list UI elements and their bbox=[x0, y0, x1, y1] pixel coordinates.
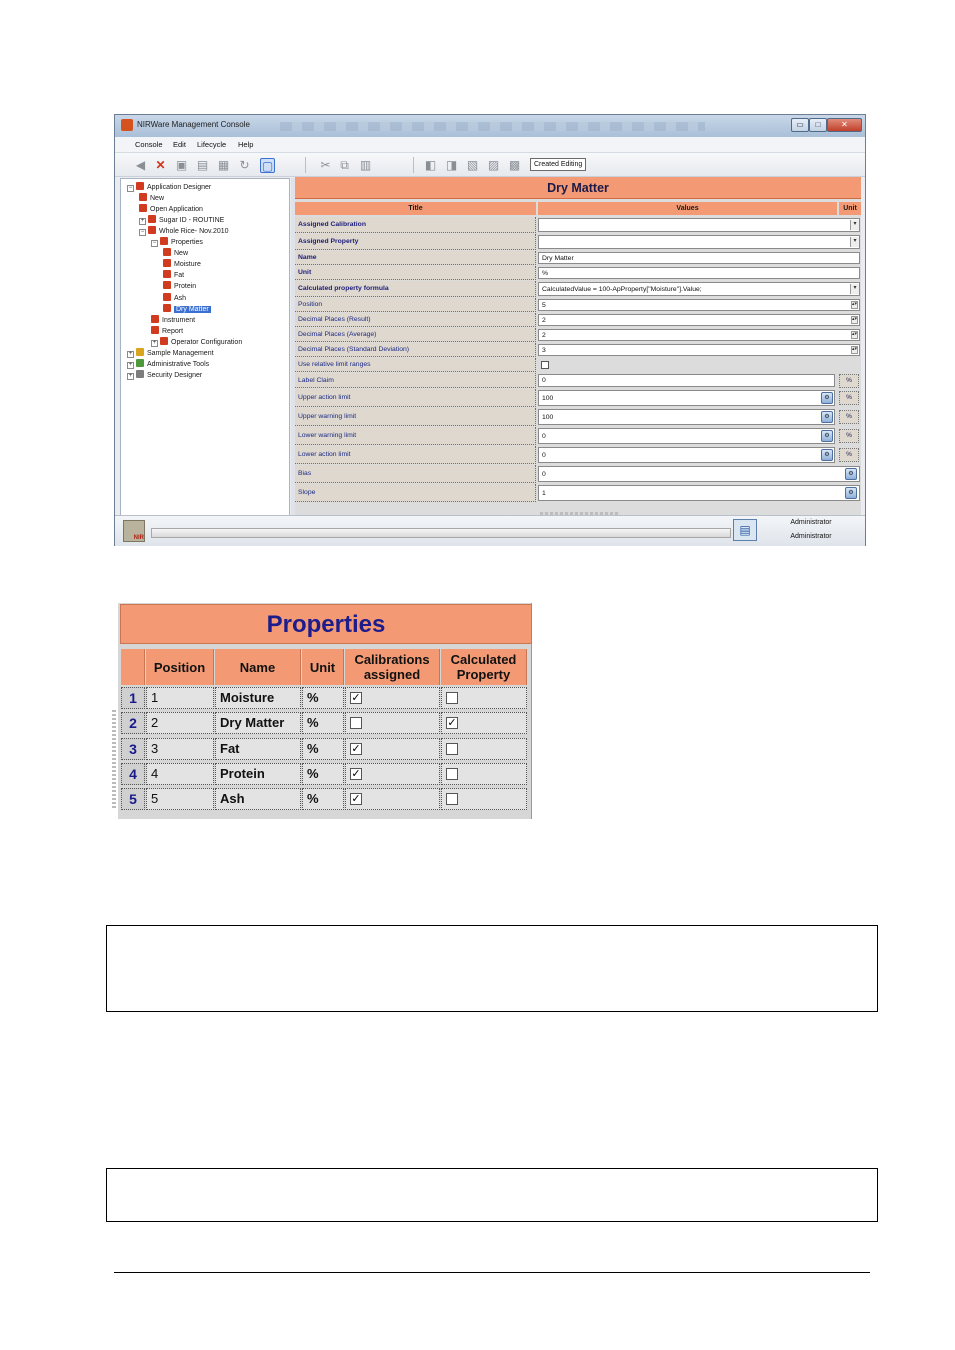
app-window bbox=[114, 114, 866, 546]
puzzle-icon bbox=[139, 193, 147, 201]
property-title: Bias bbox=[295, 465, 536, 483]
toolbar-separator bbox=[413, 157, 414, 173]
property-row bbox=[295, 408, 861, 426]
property-value-field[interactable] bbox=[538, 314, 860, 326]
user-card-icon[interactable]: ▤ bbox=[733, 519, 757, 541]
calibrations-assigned-checkbox[interactable]: ✓ bbox=[351, 742, 361, 755]
toolbar-separator bbox=[305, 157, 306, 173]
header-calculated-property: Calculated Property bbox=[441, 649, 527, 685]
header-row-number bbox=[121, 649, 145, 685]
tree-item-label: Operator Configuration bbox=[171, 338, 243, 346]
lifecycle-icon-4[interactable]: ▨ bbox=[487, 158, 500, 172]
cell-calculated bbox=[441, 738, 527, 760]
menu-help[interactable]: Help bbox=[238, 140, 254, 149]
properties-panel bbox=[118, 603, 532, 819]
property-row bbox=[295, 373, 861, 388]
footer-rule bbox=[114, 1272, 870, 1273]
puzzle-icon bbox=[163, 259, 171, 267]
collapse-icon[interactable]: − bbox=[152, 240, 157, 247]
tree-item-label: Open Application bbox=[150, 206, 203, 214]
cell-name: Fat bbox=[215, 738, 301, 760]
cell-name: Moisture bbox=[215, 687, 301, 709]
decorative-margin bbox=[112, 710, 116, 810]
collapse-icon[interactable]: − bbox=[140, 229, 145, 236]
cell-calculated bbox=[441, 712, 527, 734]
calculator-icon[interactable]: ⚙ bbox=[845, 468, 857, 480]
menu-bar bbox=[115, 137, 865, 153]
cell-calibrations bbox=[345, 763, 440, 785]
property-value-field[interactable] bbox=[538, 218, 860, 232]
tree-item-label: Properties bbox=[171, 239, 203, 247]
tree-item-label: New bbox=[174, 250, 189, 258]
calculated-property-checkbox[interactable] bbox=[446, 692, 458, 704]
spin-arrows-icon[interactable]: ▴▾ bbox=[852, 331, 858, 337]
expand-icon[interactable]: + bbox=[140, 218, 145, 225]
property-value-field[interactable] bbox=[538, 466, 860, 482]
property-title: Upper action limit bbox=[295, 389, 536, 407]
header-name: Name bbox=[215, 649, 301, 685]
print-icon[interactable]: ▦ bbox=[217, 158, 230, 172]
chevron-down-icon[interactable]: ▾ bbox=[850, 284, 859, 294]
spin-arrows-icon[interactable]: ▴▾ bbox=[852, 346, 858, 352]
unit-selector[interactable]: % bbox=[839, 429, 859, 443]
lifecycle-icon-2[interactable]: ◨ bbox=[445, 158, 458, 172]
property-row bbox=[295, 234, 861, 250]
cell-position: 1 bbox=[146, 687, 214, 709]
tree-item[interactable] bbox=[151, 337, 242, 347]
property-value-field[interactable] bbox=[538, 299, 860, 311]
property-row bbox=[295, 427, 861, 445]
navigation-tree[interactable] bbox=[120, 178, 290, 516]
tree-item[interactable] bbox=[151, 326, 183, 336]
property-row bbox=[295, 358, 861, 372]
column-header-unit: Unit bbox=[839, 202, 861, 215]
tree-item[interactable] bbox=[139, 204, 203, 214]
tree-item[interactable] bbox=[139, 226, 229, 236]
calculated-property-checkbox[interactable] bbox=[446, 768, 458, 780]
row-number[interactable]: 3 bbox=[121, 738, 145, 760]
tree-item[interactable] bbox=[127, 182, 211, 192]
property-title: Upper warning limit bbox=[295, 408, 536, 426]
property-value-field[interactable] bbox=[538, 390, 835, 406]
title-bar[interactable] bbox=[115, 115, 865, 137]
tree-item-label: Security Designer bbox=[147, 371, 203, 379]
row-number[interactable]: 5 bbox=[121, 788, 145, 810]
calibrations-assigned-checkbox[interactable]: ✓ bbox=[351, 692, 361, 704]
property-value: 0 bbox=[542, 451, 546, 459]
tree-item-label: Report bbox=[162, 327, 184, 335]
puzzle-icon bbox=[160, 337, 168, 345]
save-icon[interactable]: ▣ bbox=[175, 158, 188, 172]
puzzle-icon bbox=[151, 326, 159, 334]
property-value: 3 bbox=[542, 346, 546, 354]
spin-arrows-icon[interactable]: ▴▾ bbox=[852, 316, 858, 322]
tree-item-label: New bbox=[150, 195, 165, 203]
property-value-field[interactable] bbox=[538, 428, 835, 444]
tree-item-label: Instrument bbox=[162, 316, 196, 324]
tree-item[interactable] bbox=[163, 270, 184, 280]
calculator-icon[interactable]: ⚙ bbox=[821, 392, 833, 404]
row-number[interactable]: 1 bbox=[121, 687, 145, 709]
expand-icon[interactable]: + bbox=[128, 372, 133, 379]
window-title: NIRWare Management Console bbox=[137, 120, 250, 129]
tree-item[interactable] bbox=[139, 193, 164, 203]
spin-arrows-icon[interactable]: ▴▾ bbox=[852, 301, 858, 307]
property-title: Use relative limit ranges bbox=[295, 358, 536, 372]
calculated-property-checkbox[interactable]: ✓ bbox=[447, 717, 457, 730]
blurred-background-strip bbox=[280, 122, 705, 131]
cell-position: 2 bbox=[146, 712, 214, 734]
lifecycle-icon-5[interactable]: ▩ bbox=[508, 158, 521, 172]
editor-title: Dry Matter bbox=[295, 177, 861, 199]
calculated-property-checkbox[interactable] bbox=[446, 793, 458, 805]
maximize-button[interactable]: □ bbox=[809, 118, 827, 132]
header-position: Position bbox=[146, 649, 214, 685]
tree-item-label: Ash bbox=[174, 294, 187, 302]
tree-item-label: Sugar ID - ROUTINE bbox=[159, 217, 225, 225]
property-row bbox=[295, 389, 861, 407]
tree-item[interactable] bbox=[139, 215, 224, 225]
calculator-icon[interactable]: ⚙ bbox=[821, 411, 833, 423]
cell-unit: % bbox=[302, 712, 344, 734]
property-value: 2 bbox=[542, 316, 546, 324]
text-box-upper bbox=[106, 925, 878, 1012]
back-icon[interactable]: ◀ bbox=[135, 158, 146, 172]
property-title: Lower warning limit bbox=[295, 427, 536, 445]
cell-calibrations bbox=[345, 712, 440, 734]
property-value-field[interactable] bbox=[538, 329, 860, 341]
property-row bbox=[295, 251, 861, 265]
tree-item[interactable] bbox=[127, 348, 214, 358]
lifecycle-icon-3[interactable]: ▧ bbox=[466, 158, 479, 172]
calibrations-assigned-checkbox[interactable] bbox=[350, 717, 362, 729]
puzzle-icon bbox=[163, 304, 171, 312]
properties-title: Properties bbox=[120, 604, 532, 644]
close-button[interactable]: ✕ bbox=[827, 118, 862, 132]
cell-calculated bbox=[441, 687, 527, 709]
nir-logo: NIR bbox=[123, 520, 145, 542]
cell-calculated bbox=[441, 763, 527, 785]
lifecycle-state-label: Created Editing bbox=[530, 158, 586, 171]
cell-name: Ash bbox=[215, 788, 301, 810]
tree-item[interactable] bbox=[163, 293, 186, 303]
paste-icon[interactable]: ▥ bbox=[359, 158, 372, 172]
puzzle-icon bbox=[163, 281, 171, 289]
property-value-field[interactable] bbox=[538, 485, 860, 501]
puzzle-icon bbox=[136, 182, 144, 190]
puzzle-icon bbox=[160, 237, 168, 245]
collapse-icon[interactable]: − bbox=[128, 185, 133, 191]
property-editor bbox=[295, 177, 861, 519]
tree-item[interactable] bbox=[163, 248, 188, 258]
status-progress-track bbox=[151, 528, 731, 538]
puzzle-icon bbox=[163, 293, 171, 301]
property-title: Assigned Property bbox=[295, 234, 536, 250]
unit-selector[interactable]: % bbox=[839, 374, 859, 388]
minimize-button[interactable]: ▭ bbox=[791, 118, 809, 132]
property-value-field[interactable] bbox=[538, 409, 835, 425]
property-value-field[interactable] bbox=[538, 252, 860, 264]
status-user-bottom: Administrator bbox=[790, 533, 832, 540]
app-icon bbox=[121, 119, 133, 131]
cut-icon[interactable]: ✂ bbox=[320, 158, 331, 172]
property-title: Name bbox=[295, 251, 536, 265]
puzzle-icon bbox=[163, 270, 171, 278]
menu-edit[interactable]: Edit bbox=[173, 140, 186, 149]
cell-calibrations bbox=[345, 788, 440, 810]
property-row bbox=[295, 343, 861, 357]
property-title: Label Claim bbox=[295, 373, 536, 388]
cell-calculated bbox=[441, 788, 527, 810]
calculated-property-checkbox[interactable] bbox=[446, 743, 458, 755]
cell-name: Dry Matter bbox=[215, 712, 301, 734]
property-row bbox=[295, 217, 861, 233]
tree-item[interactable] bbox=[163, 304, 211, 314]
chevron-down-icon[interactable]: ▾ bbox=[850, 237, 859, 247]
unit-selector[interactable]: % bbox=[839, 410, 859, 424]
tree-item-label: Fat bbox=[174, 272, 185, 280]
header-calibrations-assigned: Calibrations assigned bbox=[345, 649, 440, 685]
property-value: % bbox=[542, 269, 549, 277]
tree-item-label: Application Designer bbox=[147, 184, 212, 191]
calculator-icon[interactable]: ⚙ bbox=[845, 487, 857, 499]
expand-icon[interactable]: + bbox=[152, 339, 157, 346]
tree-item-label: Whole Rice- Nov.2010 bbox=[159, 228, 229, 236]
property-value: CalculatedValue = 100-ApProperty["Moisture"].Value; bbox=[542, 285, 702, 293]
property-value-field[interactable] bbox=[538, 374, 835, 387]
property-title: Unit bbox=[295, 266, 536, 280]
preview-icon[interactable]: ▢ bbox=[261, 159, 274, 173]
property-title: Decimal Places (Average) bbox=[295, 328, 536, 342]
property-row bbox=[295, 266, 861, 280]
toolbar bbox=[115, 153, 865, 177]
property-value: 100 bbox=[542, 394, 554, 402]
refresh-icon[interactable]: ↻ bbox=[239, 158, 250, 172]
tree-item-label: Administrative Tools bbox=[147, 360, 210, 368]
cell-unit: % bbox=[302, 788, 344, 810]
expand-icon[interactable]: + bbox=[128, 361, 133, 368]
copy-icon[interactable]: ⧉ bbox=[340, 158, 349, 172]
status-bar bbox=[115, 515, 865, 546]
property-title: Calculated property formula bbox=[295, 281, 536, 297]
cell-position: 3 bbox=[146, 738, 214, 760]
property-row bbox=[295, 484, 861, 502]
relative-limit-checkbox[interactable] bbox=[541, 361, 549, 369]
property-value: 0 bbox=[542, 377, 546, 384]
tree-item-label: Dry Matter bbox=[176, 305, 209, 313]
lifecycle-icon-1[interactable]: ◧ bbox=[424, 158, 437, 172]
tree-item[interactable] bbox=[151, 237, 203, 247]
puzzle-icon bbox=[136, 359, 144, 367]
property-value-field[interactable] bbox=[538, 344, 860, 356]
property-value: 1 bbox=[542, 489, 546, 497]
calculator-icon[interactable]: ⚙ bbox=[821, 430, 833, 442]
property-row bbox=[295, 446, 861, 464]
cell-unit: % bbox=[302, 687, 344, 709]
unit-selector[interactable]: % bbox=[839, 391, 859, 405]
property-title: Assigned Calibration bbox=[295, 217, 536, 233]
property-title: Decimal Places (Result) bbox=[295, 313, 536, 327]
tree-item-label: Protein bbox=[174, 283, 197, 291]
calibrations-assigned-checkbox[interactable]: ✓ bbox=[351, 793, 361, 806]
chevron-down-icon[interactable]: ▾ bbox=[850, 220, 859, 230]
cell-unit: % bbox=[302, 763, 344, 785]
tree-item[interactable] bbox=[151, 315, 195, 325]
property-row bbox=[295, 465, 861, 483]
row-number[interactable]: 2 bbox=[121, 712, 145, 734]
property-row bbox=[295, 328, 861, 342]
property-value-field[interactable] bbox=[538, 235, 860, 249]
unit-selector[interactable]: % bbox=[839, 448, 859, 462]
property-value-field[interactable] bbox=[538, 282, 860, 296]
property-value: 5 bbox=[542, 301, 546, 309]
puzzle-icon bbox=[151, 315, 159, 323]
property-title: Decimal Places (Standard Deviation) bbox=[295, 343, 536, 357]
tree-item[interactable] bbox=[163, 281, 196, 291]
header-unit: Unit bbox=[302, 649, 344, 685]
property-value: 0 bbox=[542, 432, 546, 440]
cell-calibrations bbox=[345, 738, 440, 760]
cell-unit: % bbox=[302, 738, 344, 760]
status-user-top: Administrator bbox=[790, 519, 832, 526]
property-row bbox=[295, 313, 861, 327]
tree-item[interactable] bbox=[127, 359, 209, 369]
calculator-icon[interactable]: ⚙ bbox=[821, 449, 833, 461]
cell-position: 5 bbox=[146, 788, 214, 810]
puzzle-icon bbox=[136, 348, 144, 356]
cell-calibrations bbox=[345, 687, 440, 709]
text-box-lower bbox=[106, 1168, 878, 1222]
save-all-icon[interactable]: ▤ bbox=[196, 158, 209, 172]
tree-item-label: Sample Management bbox=[147, 349, 214, 357]
property-value: 0 bbox=[542, 470, 546, 478]
puzzle-icon bbox=[148, 226, 156, 234]
puzzle-icon bbox=[139, 204, 147, 212]
column-header-title: Title bbox=[295, 202, 536, 215]
property-title: Lower action limit bbox=[295, 446, 536, 464]
tree-item[interactable] bbox=[163, 259, 201, 269]
cell-position: 4 bbox=[146, 763, 214, 785]
property-value-field[interactable] bbox=[538, 267, 860, 279]
tree-item-label: Moisture bbox=[174, 261, 201, 269]
puzzle-icon bbox=[136, 370, 144, 378]
property-row bbox=[295, 298, 861, 312]
puzzle-icon bbox=[148, 215, 156, 223]
property-row bbox=[295, 281, 861, 297]
property-title: Position bbox=[295, 298, 536, 312]
property-value-field[interactable] bbox=[538, 447, 835, 463]
expand-icon[interactable]: + bbox=[128, 350, 133, 357]
property-value: 100 bbox=[542, 413, 554, 421]
puzzle-icon bbox=[163, 248, 171, 256]
menu-console[interactable]: Console bbox=[135, 140, 163, 149]
menu-lifecycle[interactable]: Lifecycle bbox=[197, 140, 227, 149]
property-value: 2 bbox=[542, 331, 546, 339]
calibrations-assigned-checkbox[interactable]: ✓ bbox=[351, 767, 361, 780]
tree-item[interactable] bbox=[127, 370, 202, 380]
cell-name: Protein bbox=[215, 763, 301, 785]
column-header-values: Values bbox=[538, 202, 837, 215]
property-value: Dry Matter bbox=[542, 254, 574, 262]
row-number[interactable]: 4 bbox=[121, 763, 145, 785]
delete-icon[interactable]: ✕ bbox=[155, 158, 166, 172]
property-title: Slope bbox=[295, 484, 536, 502]
